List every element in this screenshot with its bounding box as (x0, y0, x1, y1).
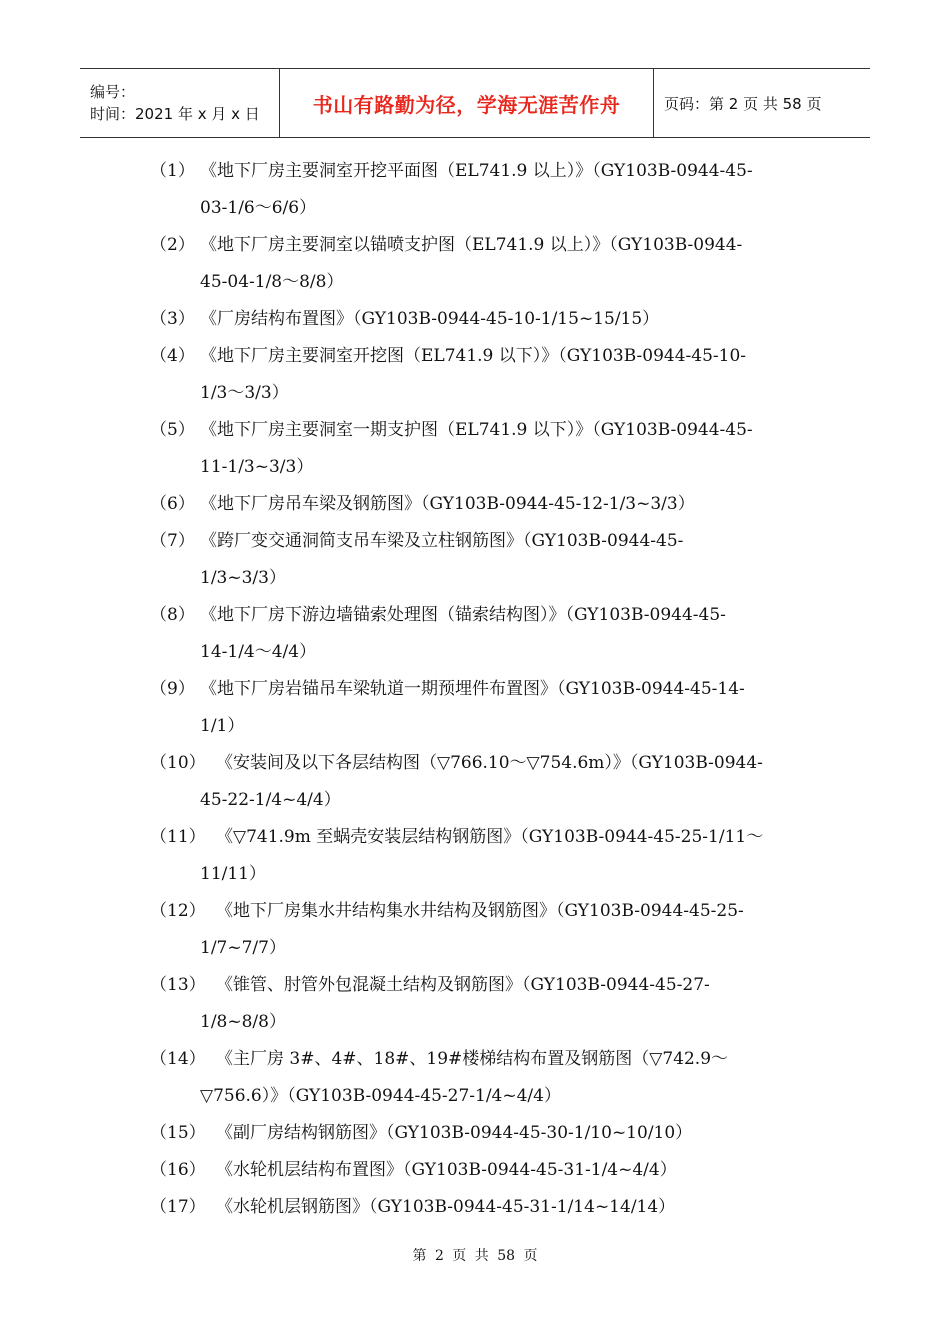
list-item (150, 1115, 830, 1152)
item-continuation: 14-1/4～4/4） (200, 642, 317, 662)
header-motto: 书山有路勤为径，学海无涯苦作舟 (312, 92, 621, 117)
item-number: （2） (150, 235, 195, 255)
item-number: （1） (150, 161, 195, 181)
list-item (150, 893, 830, 967)
item-number: （9） (150, 679, 195, 699)
list-item (150, 745, 830, 819)
item-continuation: 1/8~8/8） (200, 1012, 286, 1032)
item-title: 《副厂房结构钢筋图》（GY103B-0944-45-30-1/10~10/10） (216, 1123, 693, 1143)
item-title: 《地下厂房下游边墙锚索处理图（锚索结构图）》（GY103B-0944-45- (200, 605, 726, 625)
item-title: 《厂房结构布置图》（GY103B-0944-45-10-1/15~15/15） (200, 309, 660, 329)
item-title: 《地下厂房主要洞室开挖图（EL741.9 以下）》（GY103B-0944-45-10- (200, 346, 747, 366)
item-number: （14） (150, 1049, 206, 1069)
document-time: 时间：2021 年 x 月 x 日 (90, 105, 260, 123)
header-meta (80, 69, 280, 137)
item-continuation: 45-04-1/8～8/8） (200, 272, 344, 292)
list-item (150, 1041, 830, 1115)
list-item (150, 671, 830, 745)
list-item (150, 597, 830, 671)
list-item (150, 967, 830, 1041)
document-number-label: 编号： (90, 83, 136, 101)
list-item (150, 819, 830, 893)
item-title: 《地下厂房主要洞室一期支护图（EL741.9 以下）》（GY103B-0944-45- (200, 420, 753, 440)
item-title: 《地下厂房主要洞室以锚喷支护图（EL741.9 以上）》（GY103B-0944- (200, 235, 743, 255)
item-number: （10） (150, 753, 206, 773)
item-title: 《▽741.9m 至蜗壳安装层结构钢筋图》（GY103B-0944-45-25-1/11～ (216, 827, 764, 847)
item-number: （12） (150, 901, 206, 921)
item-title: 《水轮机层结构布置图》（GY103B-0944-45-31-1/4~4/4） (216, 1160, 677, 1180)
item-continuation: 45-22-1/4~4/4） (200, 790, 341, 810)
list-item (150, 486, 830, 523)
item-continuation: 1/1） (200, 716, 245, 736)
item-title: 《跨厂变交通洞简支吊车梁及立柱钢筋图》（GY103B-0944-45- (200, 531, 684, 551)
header-page-info: 页码：第 2 页 共 58 页 (664, 94, 822, 113)
item-title: 《水轮机层钢筋图》（GY103B-0944-45-31-1/14~14/14） (216, 1197, 676, 1217)
item-continuation: 1/7~7/7） (200, 938, 286, 958)
item-number: （11） (150, 827, 206, 847)
item-number: （6） (150, 494, 195, 514)
item-number: （15） (150, 1123, 206, 1143)
item-number: （13） (150, 975, 206, 995)
item-title: 《地下厂房吊车梁及钢筋图》（GY103B-0944-45-12-1/3~3/3） (200, 494, 695, 514)
item-title: 《安装间及以下各层结构图（▽766.10～▽754.6m）》（GY103B-0944- (216, 753, 763, 773)
item-title: 《地下厂房主要洞室开挖平面图（EL741.9 以上）》（GY103B-0944-45- (200, 161, 753, 181)
item-number: （8） (150, 605, 195, 625)
item-number: （5） (150, 420, 195, 440)
item-continuation: ▽756.6）》（GY103B-0944-45-27-1/4~4/4） (200, 1086, 561, 1106)
list-item (150, 153, 830, 227)
item-continuation: 11/11） (200, 864, 266, 884)
item-continuation: 03-1/6～6/6） (200, 198, 317, 218)
item-number: （3） (150, 309, 195, 329)
page-footer: 第 2 页 共 58 页 (412, 1248, 538, 1264)
header-motto-cell (280, 69, 654, 137)
list-item (150, 227, 830, 301)
list-item (150, 1189, 830, 1226)
list-item (150, 301, 830, 338)
list-item (150, 412, 830, 486)
drawing-list (150, 153, 830, 1226)
item-title: 《锥管、肘管外包混凝土结构及钢筋图》（GY103B-0944-45-27- (216, 975, 710, 995)
item-continuation: 11-1/3~3/3） (200, 457, 314, 477)
item-number: （17） (150, 1197, 206, 1217)
page-header (80, 68, 870, 138)
item-title: 《地下厂房集水井结构集水井结构及钢筋图》（GY103B-0944-45-25- (216, 901, 744, 921)
list-item (150, 1152, 830, 1189)
item-number: （4） (150, 346, 195, 366)
item-title: 《主厂房 3#、4#、18#、19#楼梯结构布置及钢筋图（▽742.9～ (216, 1049, 729, 1069)
item-number: （16） (150, 1160, 206, 1180)
item-title: 《地下厂房岩锚吊车梁轨道一期预埋件布置图》（GY103B-0944-45-14- (200, 679, 745, 699)
item-continuation: 1/3~3/3） (200, 568, 286, 588)
list-item (150, 338, 830, 412)
item-number: （7） (150, 531, 195, 551)
item-continuation: 1/3～3/3） (200, 383, 289, 403)
list-item (150, 523, 830, 597)
